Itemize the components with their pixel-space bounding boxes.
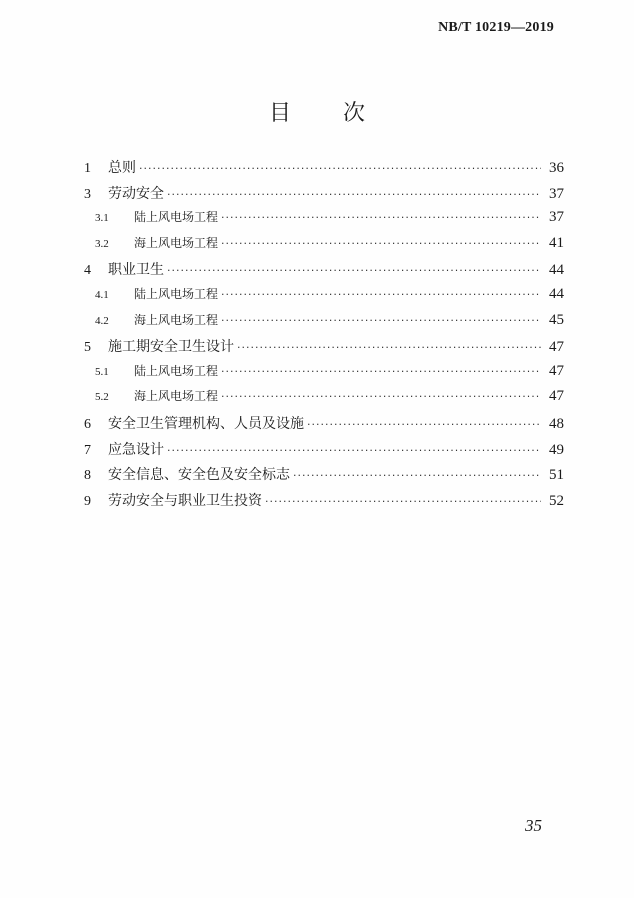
toc-leader-dots <box>221 365 541 378</box>
toc-entry-9[interactable] <box>84 490 564 516</box>
toc-entry-number: 1 <box>84 161 91 176</box>
toc-entry-label: 陆上风电场工程 <box>134 210 219 225</box>
toc-entry-number: 4.2 <box>95 314 109 327</box>
toc-entry-label: 应急设计 <box>108 441 164 458</box>
toc-entry-5-2[interactable] <box>84 387 564 413</box>
toc-entry-label: 海上风电场工程 <box>134 312 219 327</box>
page-number: 35 <box>525 816 542 835</box>
toc-leader-dots <box>221 390 541 403</box>
toc-leader-dots <box>167 188 541 201</box>
toc-leader-dots <box>139 162 541 175</box>
toc-leader-dots <box>307 418 541 431</box>
toc-entry-number: 3 <box>84 186 91 202</box>
toc-leader-dots <box>221 237 541 250</box>
toc-entry-number: 9 <box>84 493 91 509</box>
toc-entry-5-1[interactable] <box>84 362 564 388</box>
toc-entry-page: 48 <box>549 415 564 432</box>
toc-entry-number: 3.1 <box>95 212 109 225</box>
toc-entry-number: 5 <box>84 340 91 356</box>
toc-entry-label: 陆上风电场工程 <box>134 363 219 378</box>
toc-entry-7[interactable] <box>84 439 564 465</box>
toc-entry-page: 52 <box>549 492 564 509</box>
toc-leader-dots <box>221 288 541 301</box>
toc-entry-label: 劳动安全与职业卫生投资 <box>108 492 262 509</box>
toc-leader-dots <box>221 314 541 327</box>
toc-entry-label: 安全卫生管理机构、人员及设施 <box>108 415 304 432</box>
toc-entry-label: 职业卫生 <box>108 262 164 279</box>
toc-entry-3[interactable] <box>84 183 564 209</box>
toc-entry-6[interactable] <box>84 413 564 439</box>
toc-leader-dots <box>265 495 541 508</box>
toc-entry-page: 37 <box>549 209 564 226</box>
toc-entry-page: 47 <box>549 388 564 405</box>
toc-leader-dots <box>221 211 541 224</box>
toc-entry-page: 47 <box>549 362 564 379</box>
toc-entry-4-2[interactable] <box>84 311 564 337</box>
toc-leader-dots <box>167 444 541 457</box>
toc-entry-page: 47 <box>549 339 564 356</box>
toc-entry-page: 51 <box>549 467 564 484</box>
toc-entry-3-1[interactable] <box>84 208 564 234</box>
page-title: 目次 <box>268 101 417 126</box>
toc-entry-3-2[interactable] <box>84 234 564 260</box>
toc-entry-label: 海上风电场工程 <box>134 235 219 250</box>
toc-entry-number: 5.2 <box>95 391 109 404</box>
toc-entry-number: 5.1 <box>95 365 109 378</box>
toc-entry-page: 44 <box>549 262 564 279</box>
toc-entry-page: 45 <box>549 311 564 328</box>
toc-entry-number: 4.1 <box>95 288 109 301</box>
toc-entry-number: 6 <box>84 416 91 432</box>
toc-entry-number: 4 <box>84 263 91 279</box>
toc-entry-label: 总则 <box>108 160 136 176</box>
toc-entry-page: 37 <box>549 185 564 202</box>
toc-entry-number: 8 <box>84 468 91 484</box>
toc-entry-label: 施工期安全卫生设计 <box>108 339 234 356</box>
toc-entry-label: 海上风电场工程 <box>134 389 219 404</box>
toc-leader-dots <box>167 264 541 277</box>
toc-entry-5[interactable] <box>84 336 564 362</box>
toc-entry-number: 3.2 <box>95 237 109 250</box>
toc-entry-8[interactable] <box>84 464 564 490</box>
toc-entry-label: 安全信息、安全色及安全标志 <box>108 467 290 484</box>
toc-entry-page: 44 <box>549 285 564 302</box>
toc-entry-label: 劳动安全 <box>108 185 164 202</box>
toc-entry-1[interactable] <box>84 157 564 183</box>
toc-entry-page: 36 <box>549 160 564 176</box>
toc-entry-number: 7 <box>84 442 91 458</box>
standard-code: NB/T 10219—2019 <box>438 20 554 35</box>
toc-entry-label: 陆上风电场工程 <box>134 286 219 301</box>
toc-entry-4[interactable] <box>84 259 564 285</box>
toc-entry-4-1[interactable] <box>84 285 564 311</box>
toc-entry-page: 49 <box>549 441 564 458</box>
table-of-contents <box>84 157 564 515</box>
toc-leader-dots <box>293 469 541 482</box>
toc-leader-dots <box>237 341 541 354</box>
toc-entry-page: 41 <box>549 234 564 251</box>
